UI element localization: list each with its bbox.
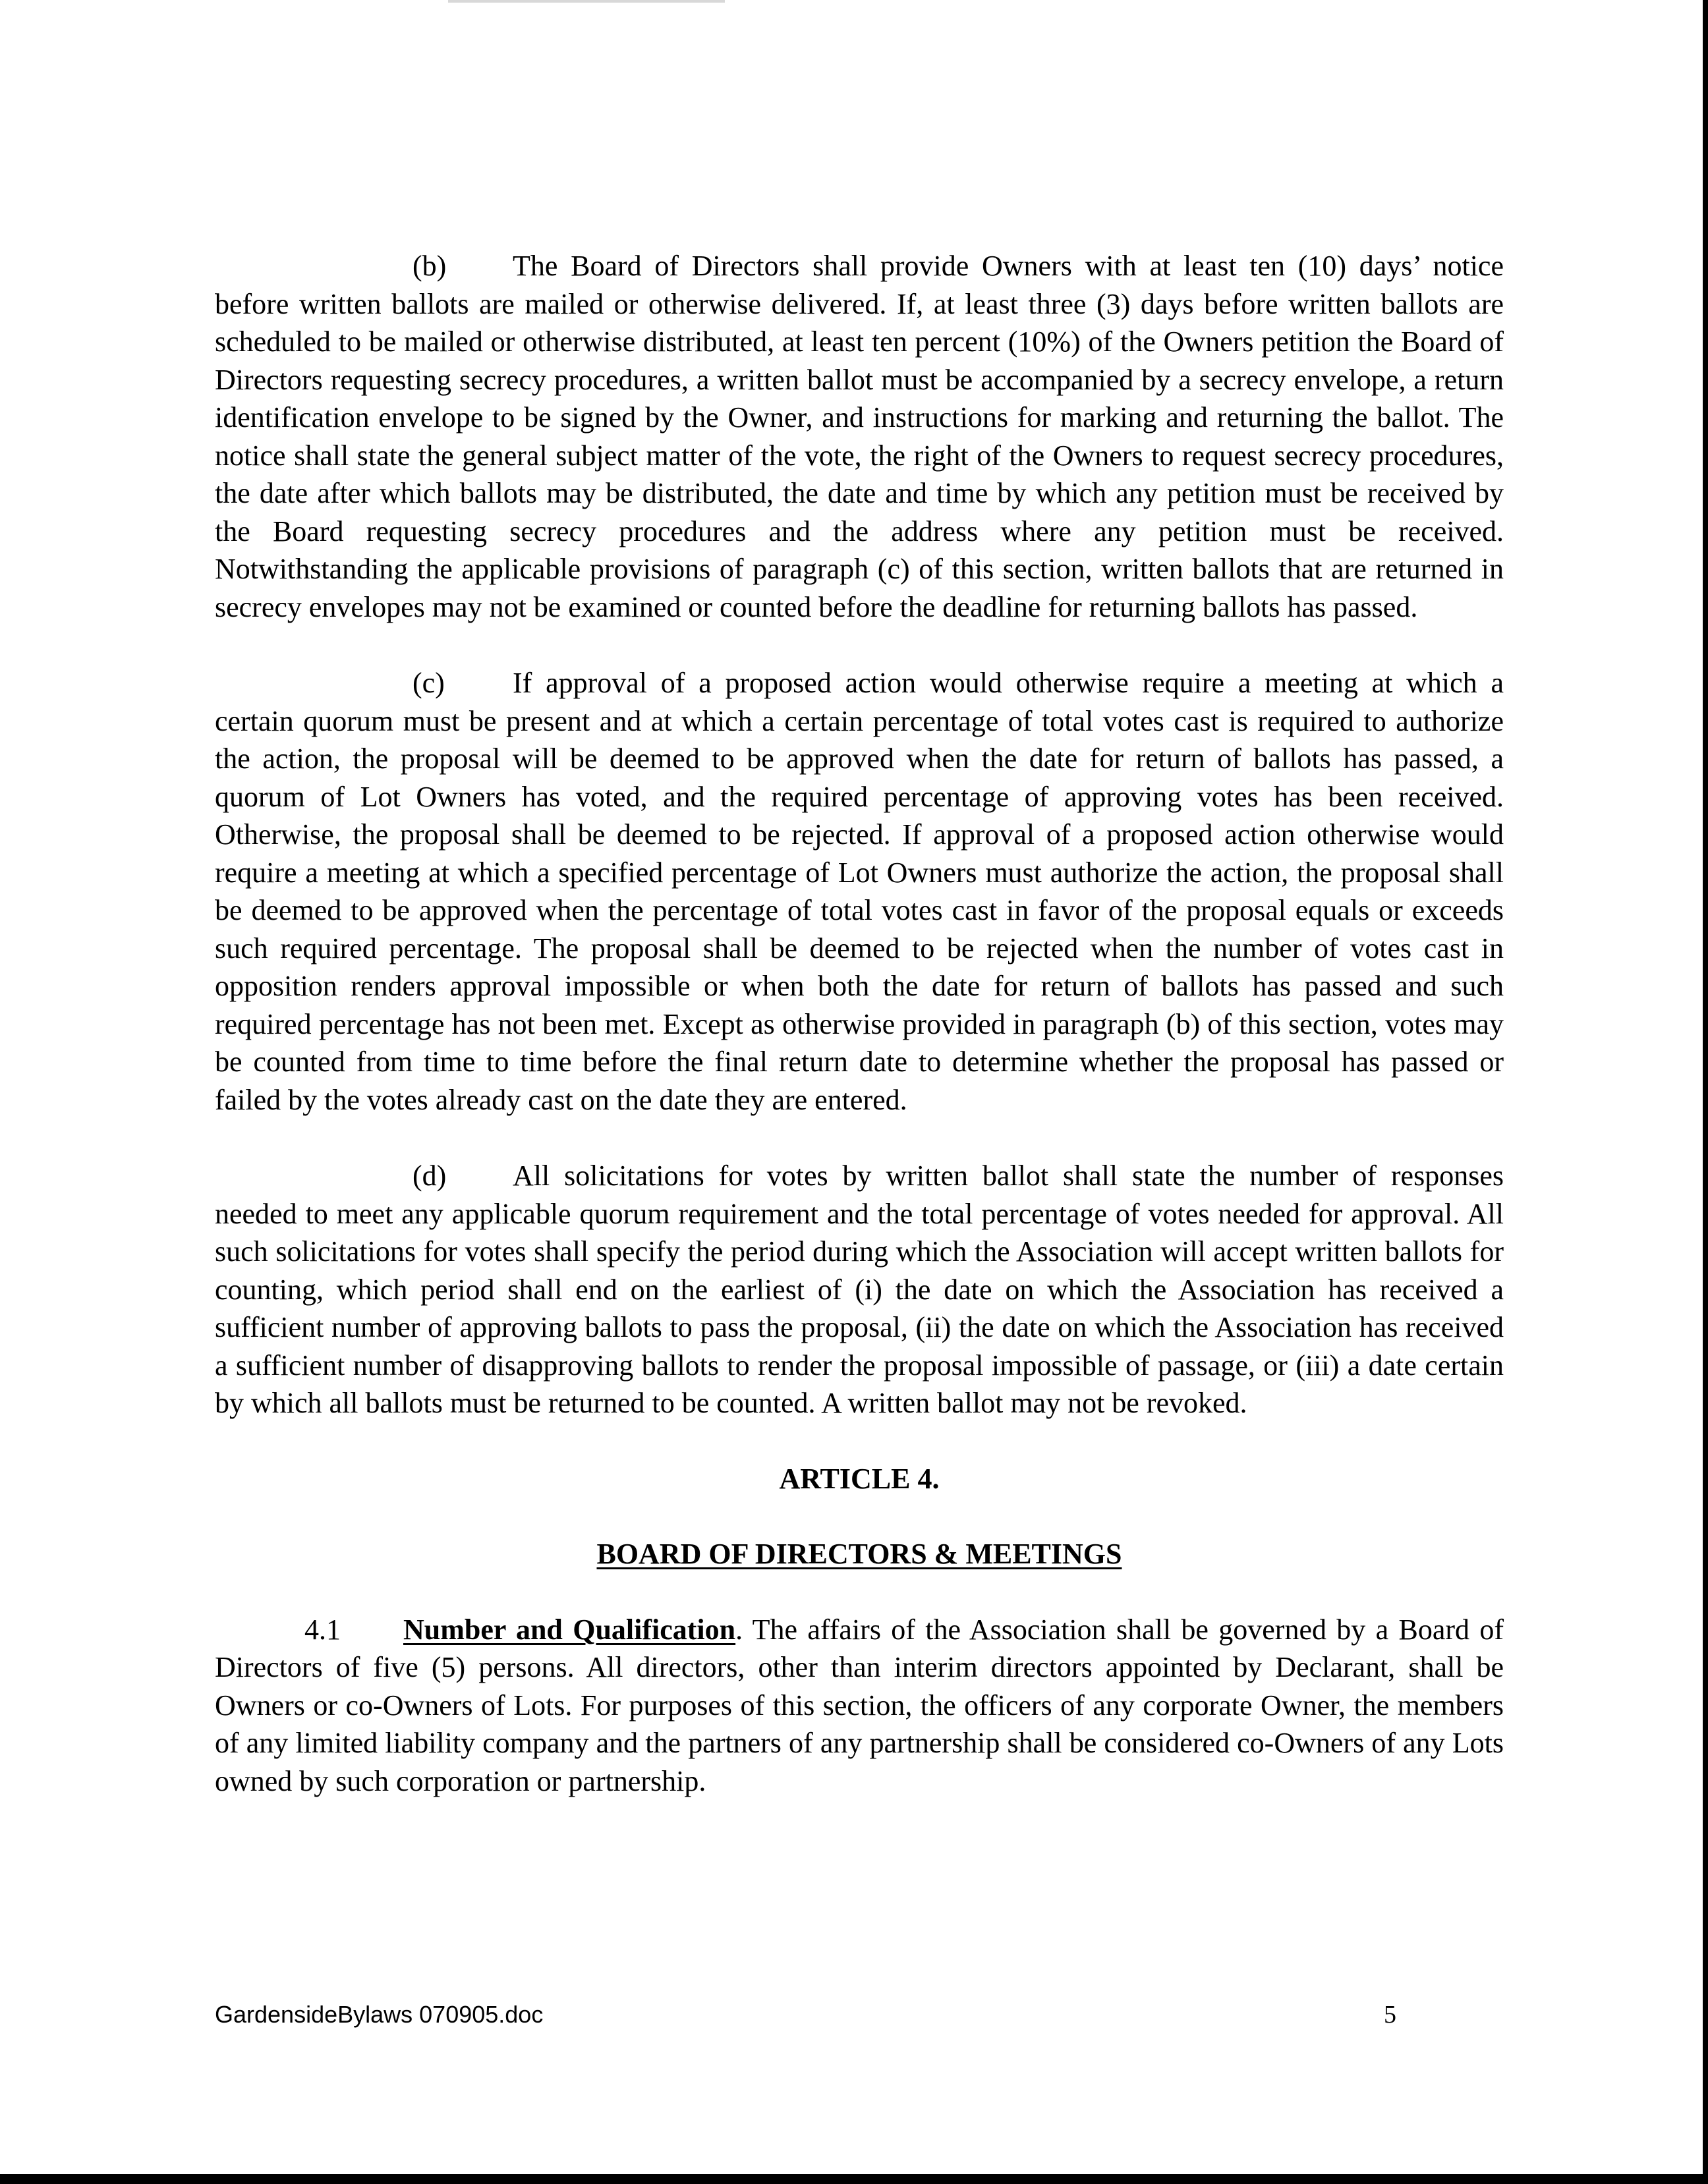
section-4-1: [215, 1611, 1504, 1801]
paragraph-spacer: [215, 1119, 1504, 1157]
paragraph-b-label: (b): [413, 250, 447, 282]
section-number: 4.1: [304, 1613, 341, 1646]
paragraph-c-label: (c): [413, 667, 445, 699]
paragraph-c: [215, 664, 1504, 1119]
footer-filename: GardensideBylaws 070905.doc: [215, 2001, 544, 2028]
article-title: [215, 1535, 1504, 1573]
paragraph-d-label: (d): [413, 1160, 447, 1192]
paragraph-spacer: [215, 1422, 1504, 1460]
paragraph-spacer: [215, 626, 1504, 664]
document-body: [215, 247, 1504, 1800]
article-heading: ARTICLE 4.: [779, 1462, 940, 1495]
paragraph-spacer: [215, 1573, 1504, 1611]
paragraph-b-text: The Board of Directors shall provide Owners with at least ten (10) days’ notice before written ballots are mailed or otherwise delivered. If, at least three (3) days before written ballots are scheduled to be mailed or otherwise distributed, at least ten percent (10%) of the Owners petition the Board of Directors requesting secrecy procedures, a written ballot must be accompanied by a secrecy envelope, a return identification envelope to be signed by the Owner, and instructions for marking and returning the ballot. The notice shall state the general subject matter of the vote, the right of the Owners to request secrecy procedures, the date after which ballots may be distributed, the date and time by which any petition must be received by the Board requesting secrecy procedures and the address where any petition must be received. Notwithstanding the applicable provisions of paragraph (c) of this section, written ballots that are returned in secrecy envelopes may not be examined or counted before the deadline for returning ballots has passed.: [215, 250, 1504, 623]
paragraph-b: [215, 247, 1504, 626]
paragraph-spacer: [215, 1498, 1504, 1535]
paragraph-d: [215, 1157, 1504, 1422]
article-title-text: BOARD OF DIRECTORS & MEETINGS: [596, 1538, 1122, 1570]
scan-border-bottom: [0, 2174, 1708, 2184]
paragraph-d-text: All solicitations for votes by written ballot shall state the number of responses needed to meet any applicable quorum requirement and the total percentage of votes needed for approval. All such solicitations for votes shall specify the period during which the Association will accept written ballots for counting, which period shall end on the earliest of (i) the date on which the Association has received a sufficient number of approving ballots to pass the proposal, (ii) the date on which the Association has received a sufficient number of disapproving ballots to render the proposal impossible of passage, or (iii) a date certain by which all ballots must be returned to be counted. A written ballot may not be revoked.: [215, 1160, 1504, 1419]
section-text: . The affairs of the Association shall be governed by a Board of Directors of five (5) persons. All directors, other than interim directors appointed by Declarant, shall be Owners or co-Owners of Lots. For purposes of this section, the officers of any corporate Owner, the members of any limited liability company and the partners of any partnership shall be considered co-Owners of any Lots owned by such corporation or partnership.: [215, 1613, 1504, 1797]
page-number: 5: [1384, 2001, 1396, 2029]
scan-border-right: [1703, 0, 1708, 2184]
paragraph-c-text: If approval of a proposed action would otherwise require a meeting at which a certain quorum must be present and at which a certain percentage of total votes cast is required to authorize the action, the proposal will be deemed to be approved when the date for return of ballots has passed, a quorum of Lot Owners has voted, and the required percentage of approving votes has been received. Otherwise, the proposal shall be deemed to be rejected. If approval of a proposed action otherwise would require a meeting at which a specified percentage of Lot Owners must authorize the action, the proposal shall be deemed to be approved when the percentage of total votes cast in favor of the proposal equals or exceeds such required percentage. The proposal shall be deemed to be rejected when the number of votes cast in opposition renders approval impossible or when both the date for return of ballots has passed and such required percentage has not been met. Except as otherwise provided in paragraph (b) of this section, votes may be counted from time to time before the final return date to determine whether the proposal has passed or failed by the votes already cast on the date they are entered.: [215, 667, 1504, 1116]
scan-artifact-top: [448, 0, 725, 3]
section-title: Number and Qualification: [403, 1613, 736, 1646]
